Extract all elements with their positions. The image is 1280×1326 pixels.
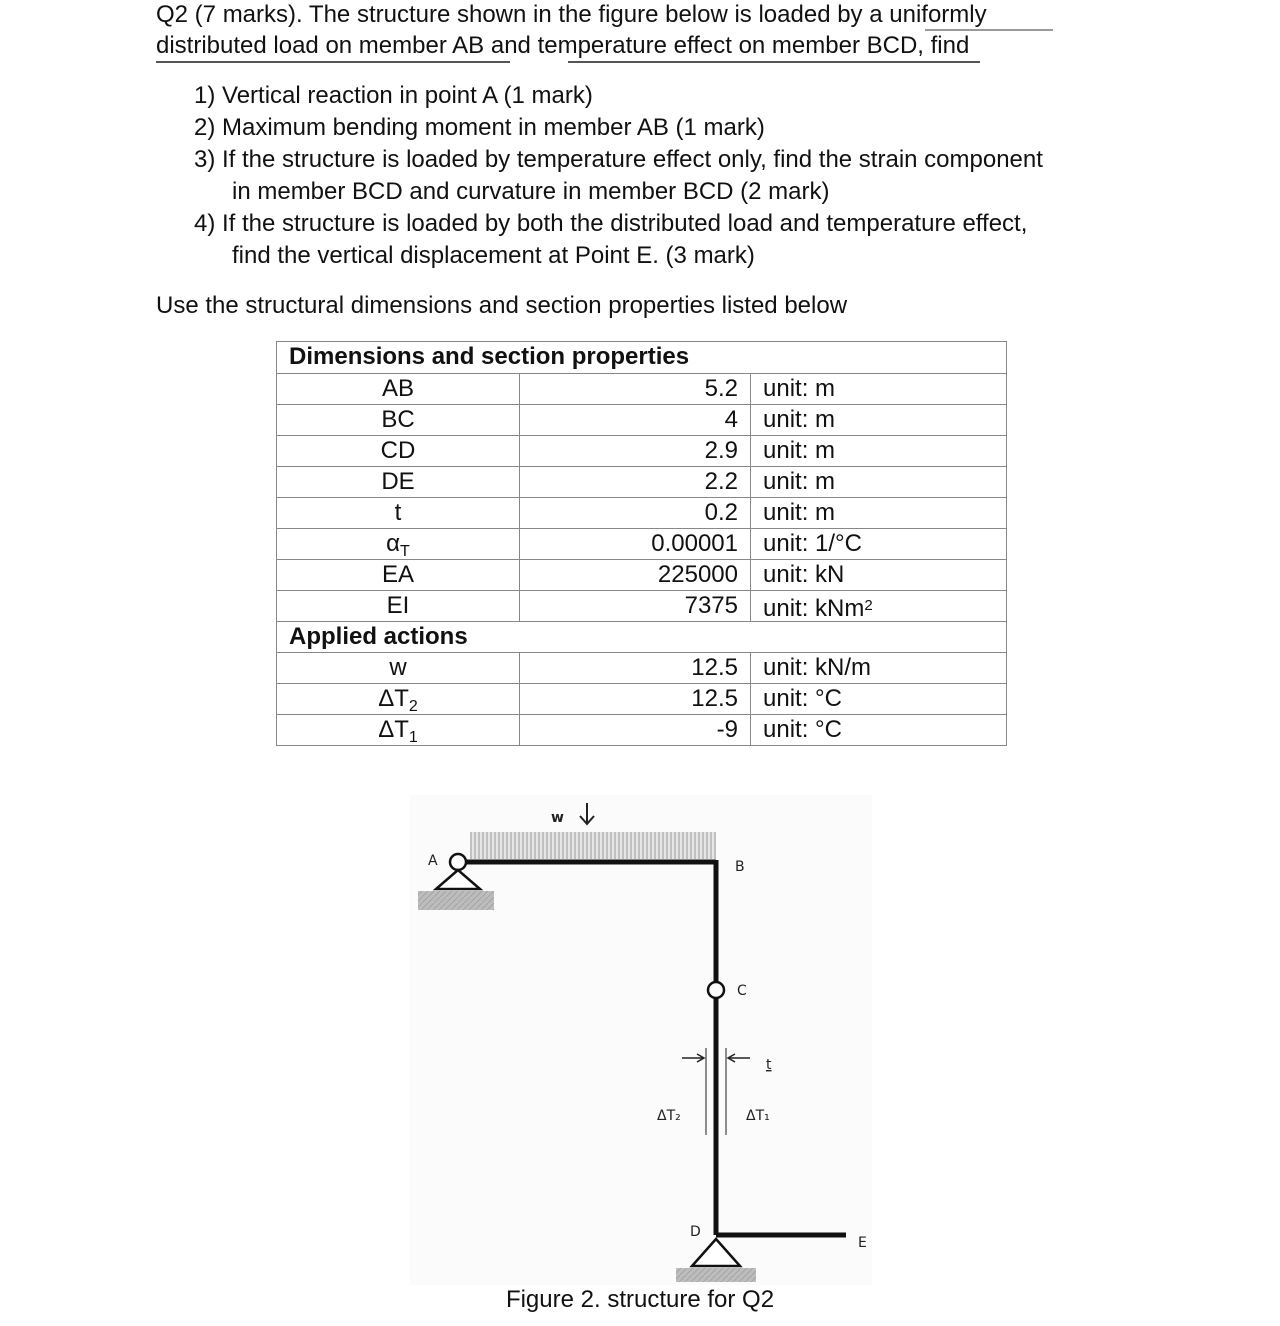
table-row: [277, 559, 1006, 591]
label-delta-t1: ΔT₁: [746, 1108, 770, 1124]
question-3-continued: in member BCD and curvature in member BCD (2 mark): [232, 178, 830, 205]
row-unit: unit: kN: [750, 560, 1005, 591]
row-label: w: [389, 654, 407, 681]
delta-t1-symbol: ΔT: [378, 716, 409, 743]
intro-line-2: distributed load on member AB and temperature effect on member BCD, find: [156, 32, 970, 59]
row-value: 4: [519, 405, 750, 436]
row-label: AB: [381, 375, 414, 402]
label-t: t: [766, 1057, 772, 1073]
delta-t1-subscript: 1: [408, 729, 418, 746]
instruction-text: Use the structural dimensions and section properties listed below: [156, 292, 848, 319]
row-unit: unit: kN/m: [750, 653, 1005, 684]
table-row: [277, 497, 1006, 529]
ei-unit-text: unit: kNm: [763, 595, 865, 622]
table-row: [277, 373, 1006, 405]
table-row: [277, 435, 1006, 467]
label-e: E: [858, 1235, 867, 1251]
row-value: 12.5: [519, 653, 750, 684]
row-value: 225000: [519, 560, 750, 591]
hinge-c-icon: [708, 982, 724, 998]
table-heading-row: [277, 342, 1006, 373]
row-unit: unit: m: [750, 498, 1005, 529]
underline-uniformly: [925, 29, 1053, 31]
row-label: t: [394, 499, 402, 526]
row-label: EA: [381, 561, 414, 588]
row-unit: unit: °C: [750, 684, 1005, 715]
question-4-continued: find the vertical displacement at Point E. (3 mark): [232, 242, 755, 269]
row-value: 12.5: [519, 684, 750, 715]
table-row: [277, 590, 1006, 622]
underline-temperature-effect: [568, 61, 980, 63]
row-unit: unit: m: [750, 436, 1005, 467]
figure-background: [410, 795, 872, 1285]
row-value: 7375: [519, 591, 750, 622]
row-value: 2.2: [519, 467, 750, 498]
row-label: DE: [381, 468, 415, 495]
row-value: 5.2: [519, 374, 750, 405]
label-a: A: [428, 853, 438, 869]
row-unit: unit: 1/°C: [750, 529, 1005, 560]
label-w: w: [551, 810, 564, 826]
row-unit: unit: m: [750, 374, 1005, 405]
alpha-symbol: α: [386, 530, 401, 557]
table-row: [277, 404, 1006, 436]
row-unit: [750, 591, 1005, 622]
table-row: [277, 652, 1006, 684]
intro-line-1: Q2 (7 marks). The structure shown in the figure below is loaded by a uniformly: [156, 1, 987, 28]
table-row: [277, 714, 1006, 746]
row-unit: unit: m: [750, 467, 1005, 498]
alpha-subscript: T: [400, 543, 410, 560]
delta-t2-subscript: 2: [408, 698, 418, 715]
row-label: EI: [386, 592, 410, 619]
row-value: 0.00001: [519, 529, 750, 560]
label-b: B: [735, 859, 745, 875]
question-2: 2) Maximum bending moment in member AB (1 mark): [194, 114, 765, 141]
question-1: 1) Vertical reaction in point A (1 mark): [194, 82, 593, 109]
row-unit: unit: °C: [750, 715, 1005, 746]
figure-caption: Figure 2. structure for Q2: [505, 1286, 775, 1313]
row-label: BC: [381, 406, 415, 433]
question-3: 3) If the structure is loaded by temperature effect only, find the strain component: [194, 146, 1043, 173]
label-c: C: [737, 983, 747, 999]
row-label: CD: [380, 437, 416, 464]
table-row: [277, 466, 1006, 498]
table-row: [277, 683, 1006, 715]
row-value: -9: [519, 715, 750, 746]
properties-table: [276, 341, 1007, 746]
structure-figure: [410, 795, 872, 1285]
label-delta-t2: ΔT₂: [657, 1108, 681, 1124]
table-heading-row: [277, 621, 1006, 653]
table-heading-actions: Applied actions: [289, 623, 468, 650]
ei-unit-superscript: 2: [864, 597, 873, 614]
question-4: 4) If the structure is loaded by both the distributed load and temperature effect,: [194, 210, 1028, 237]
row-label: [277, 715, 519, 753]
delta-t2-symbol: ΔT: [378, 685, 409, 712]
table-row: [277, 528, 1006, 560]
row-value: 2.9: [519, 436, 750, 467]
distributed-load: [470, 832, 716, 859]
row-value: 0.2: [519, 498, 750, 529]
label-d: D: [690, 1224, 701, 1240]
underline-distributed-load: [156, 61, 510, 63]
table-heading-dimensions: Dimensions and section properties: [289, 343, 690, 370]
row-unit: unit: m: [750, 405, 1005, 436]
